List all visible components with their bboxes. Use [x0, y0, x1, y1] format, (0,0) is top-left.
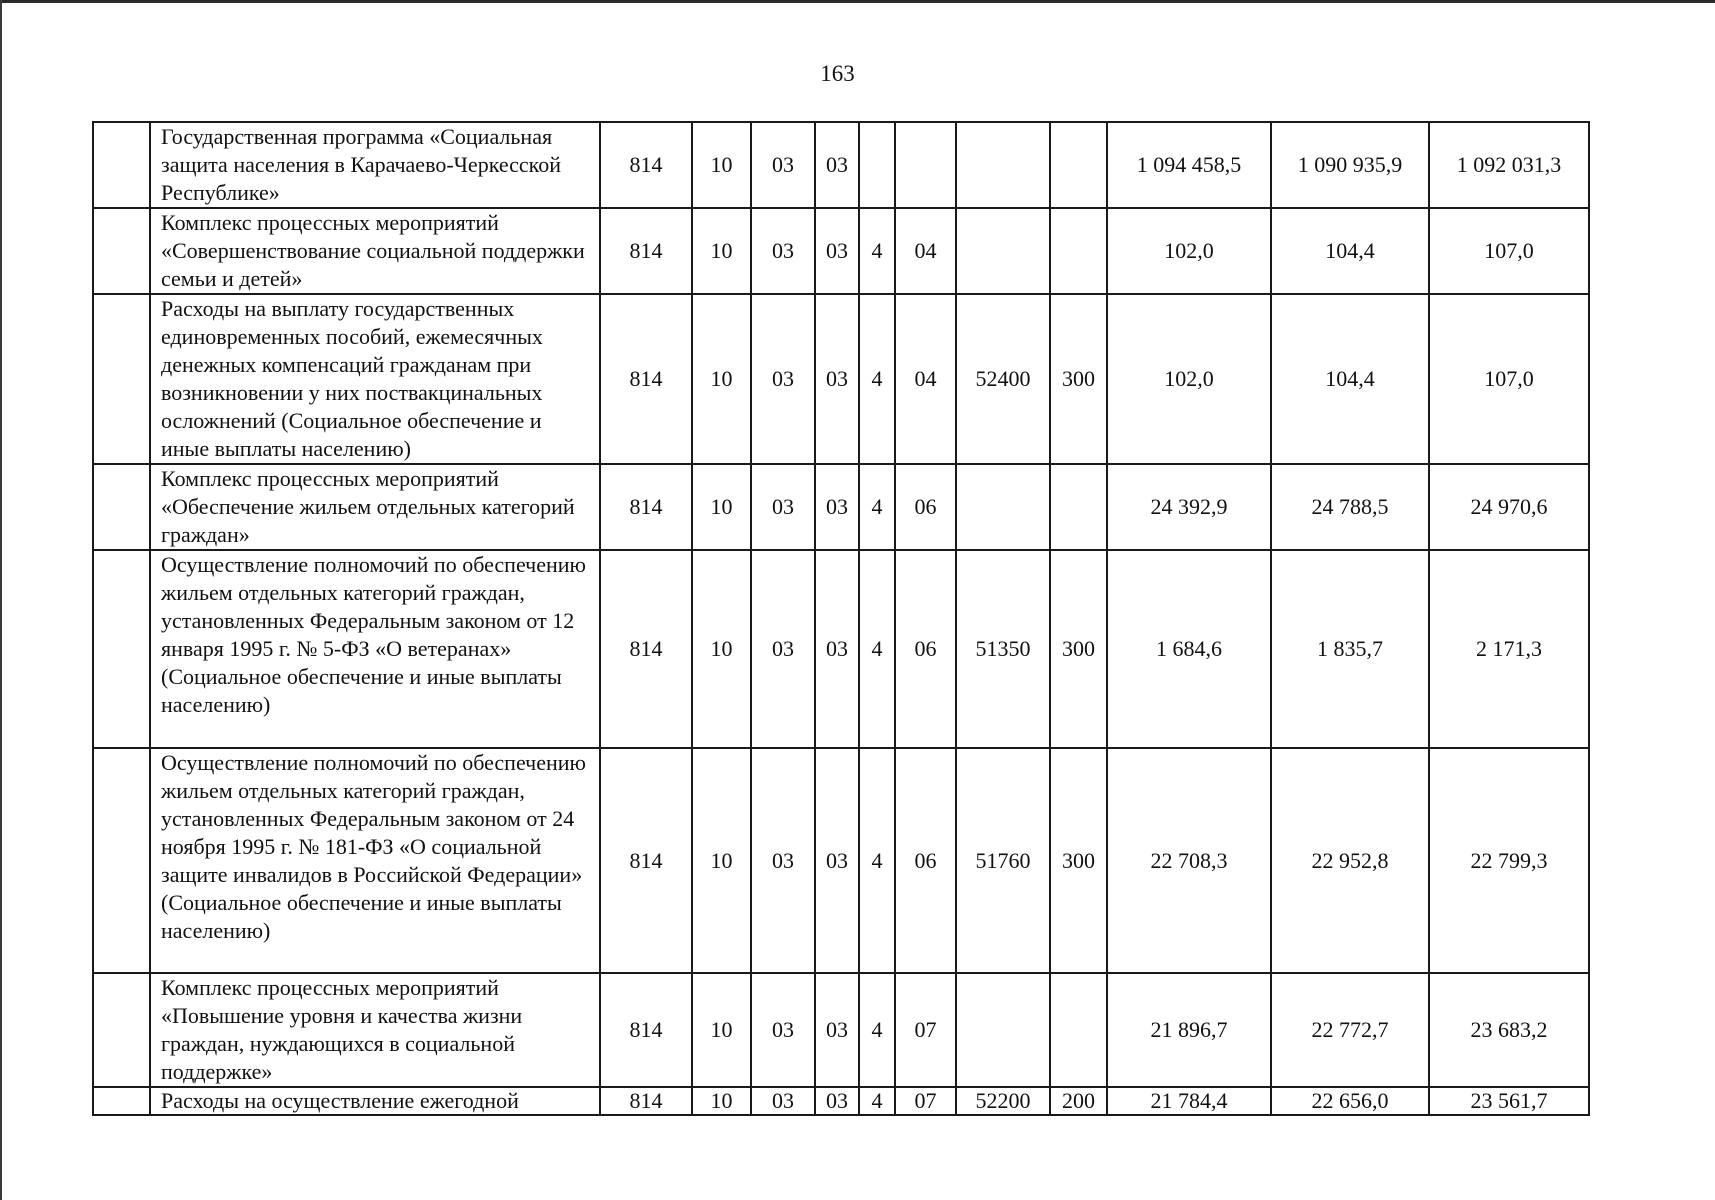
type-cell: 4 [859, 208, 895, 294]
item-name-cell: Комплекс процессных мероприятий «Обеспечение жильем отдельных категорий граждан» [150, 464, 600, 550]
expense-type-cell: 200 [1050, 1087, 1107, 1115]
element-cell: 04 [895, 208, 956, 294]
amount-2-cell: 24 788,5 [1271, 464, 1429, 550]
element-cell: 06 [895, 464, 956, 550]
amount-3-cell: 24 970,6 [1429, 464, 1589, 550]
section-cell: 10 [692, 550, 751, 748]
amount-2-cell: 1 835,7 [1271, 550, 1429, 748]
element-cell: 06 [895, 550, 956, 748]
element-cell: 06 [895, 748, 956, 973]
number-cell [93, 122, 150, 208]
table-row [93, 208, 1589, 294]
table-row [93, 550, 1589, 748]
ministry-cell: 814 [600, 294, 692, 464]
page-number: 163 [820, 61, 855, 86]
number-cell [93, 550, 150, 748]
type-cell [859, 122, 895, 208]
subsection-cell: 03 [751, 122, 815, 208]
subsection-cell: 03 [751, 550, 815, 748]
direction-cell [956, 208, 1050, 294]
element-cell: 04 [895, 294, 956, 464]
program-cell: 03 [815, 294, 859, 464]
item-name-cell: Осуществление полномочий по обеспечению жильем отдельных категорий граждан, установленных Федеральным законом от 24 ноября 1995 г. № 181-ФЗ «О социальной защите инвалидов в Российской Федерации» (Социальное обеспечение и иные выплаты населению) [150, 748, 600, 973]
direction-cell: 51760 [956, 748, 1050, 973]
amount-2-cell: 1 090 935,9 [1271, 122, 1429, 208]
direction-cell [956, 973, 1050, 1087]
expense-type-cell [1050, 122, 1107, 208]
expense-type-cell: 300 [1050, 550, 1107, 748]
section-cell: 10 [692, 294, 751, 464]
item-name-cell: Осуществление полномочий по обеспечению жильем отдельных категорий граждан, установленных Федеральным законом от 12 января 1995 г. № 5-ФЗ «О ветеранах» (Социальное обеспечение и иные выплаты населению) [150, 550, 600, 748]
direction-cell [956, 122, 1050, 208]
table-row [93, 294, 1589, 464]
type-cell: 4 [859, 294, 895, 464]
amount-1-cell: 102,0 [1107, 208, 1271, 294]
section-cell: 10 [692, 122, 751, 208]
type-cell: 4 [859, 973, 895, 1087]
section-cell: 10 [692, 973, 751, 1087]
program-cell: 03 [815, 1087, 859, 1115]
ministry-cell: 814 [600, 1087, 692, 1115]
subsection-cell: 03 [751, 1087, 815, 1115]
ministry-cell: 814 [600, 122, 692, 208]
amount-2-cell: 22 656,0 [1271, 1087, 1429, 1115]
direction-cell: 52200 [956, 1087, 1050, 1115]
section-cell: 10 [692, 208, 751, 294]
amount-2-cell: 104,4 [1271, 208, 1429, 294]
type-cell: 4 [859, 748, 895, 973]
amount-3-cell: 22 799,3 [1429, 748, 1589, 973]
section-cell: 10 [692, 748, 751, 973]
expense-type-cell [1050, 208, 1107, 294]
element-cell [895, 122, 956, 208]
amount-2-cell: 104,4 [1271, 294, 1429, 464]
number-cell [93, 294, 150, 464]
program-cell: 03 [815, 208, 859, 294]
amount-3-cell: 2 171,3 [1429, 550, 1589, 748]
item-name-cell: Государственная программа «Социальная защита населения в Карачаево-Черкесской Республике» [150, 122, 600, 208]
subsection-cell: 03 [751, 294, 815, 464]
amount-1-cell: 102,0 [1107, 294, 1271, 464]
scan-edge-top [0, 0, 1715, 3]
number-cell [93, 973, 150, 1087]
amount-1-cell: 21 896,7 [1107, 973, 1271, 1087]
table-row [93, 1087, 1589, 1115]
expense-type-cell: 300 [1050, 294, 1107, 464]
item-name-cell: Расходы на осуществление ежегодной [150, 1087, 600, 1115]
number-cell [93, 464, 150, 550]
amount-3-cell: 23 561,7 [1429, 1087, 1589, 1115]
program-cell: 03 [815, 973, 859, 1087]
ministry-cell: 814 [600, 973, 692, 1087]
direction-cell [956, 464, 1050, 550]
section-cell: 10 [692, 464, 751, 550]
ministry-cell: 814 [600, 208, 692, 294]
table-row [93, 973, 1589, 1087]
amount-3-cell: 1 092 031,3 [1429, 122, 1589, 208]
item-name-cell: Расходы на выплату государственных единовременных пособий, ежемесячных денежных компенсаций гражданам при возникновении у них поствакцинальных осложнений (Социальное обеспечение и иные выплаты населению) [150, 294, 600, 464]
amount-3-cell: 107,0 [1429, 208, 1589, 294]
type-cell: 4 [859, 464, 895, 550]
subsection-cell: 03 [751, 464, 815, 550]
subsection-cell: 03 [751, 973, 815, 1087]
element-cell: 07 [895, 1087, 956, 1115]
subsection-cell: 03 [751, 208, 815, 294]
amount-2-cell: 22 952,8 [1271, 748, 1429, 973]
section-cell: 10 [692, 1087, 751, 1115]
item-name-cell: Комплекс процессных мероприятий «Повышение уровня и качества жизни граждан, нуждающихся в социальной поддержке» [150, 973, 600, 1087]
amount-3-cell: 107,0 [1429, 294, 1589, 464]
amount-1-cell: 24 392,9 [1107, 464, 1271, 550]
amount-1-cell: 22 708,3 [1107, 748, 1271, 973]
expense-type-cell [1050, 973, 1107, 1087]
ministry-cell: 814 [600, 464, 692, 550]
number-cell [93, 748, 150, 973]
table-row [93, 464, 1589, 550]
direction-cell: 52400 [956, 294, 1050, 464]
table-row [93, 748, 1589, 973]
program-cell: 03 [815, 550, 859, 748]
element-cell: 07 [895, 973, 956, 1087]
program-cell: 03 [815, 748, 859, 973]
number-cell [93, 1087, 150, 1115]
type-cell: 4 [859, 1087, 895, 1115]
amount-1-cell: 1 684,6 [1107, 550, 1271, 748]
amount-3-cell: 23 683,2 [1429, 973, 1589, 1087]
expense-type-cell [1050, 464, 1107, 550]
number-cell [93, 208, 150, 294]
program-cell: 03 [815, 122, 859, 208]
ministry-cell: 814 [600, 748, 692, 973]
type-cell: 4 [859, 550, 895, 748]
amount-2-cell: 22 772,7 [1271, 973, 1429, 1087]
budget-table [92, 121, 1590, 1116]
ministry-cell: 814 [600, 550, 692, 748]
scan-edge-left [0, 0, 2, 1200]
amount-1-cell: 1 094 458,5 [1107, 122, 1271, 208]
direction-cell: 51350 [956, 550, 1050, 748]
program-cell: 03 [815, 464, 859, 550]
expense-type-cell: 300 [1050, 748, 1107, 973]
subsection-cell: 03 [751, 748, 815, 973]
table-row [93, 122, 1589, 208]
item-name-cell: Комплекс процессных мероприятий «Совершенствование социальной поддержки семьи и детей» [150, 208, 600, 294]
amount-1-cell: 21 784,4 [1107, 1087, 1271, 1115]
